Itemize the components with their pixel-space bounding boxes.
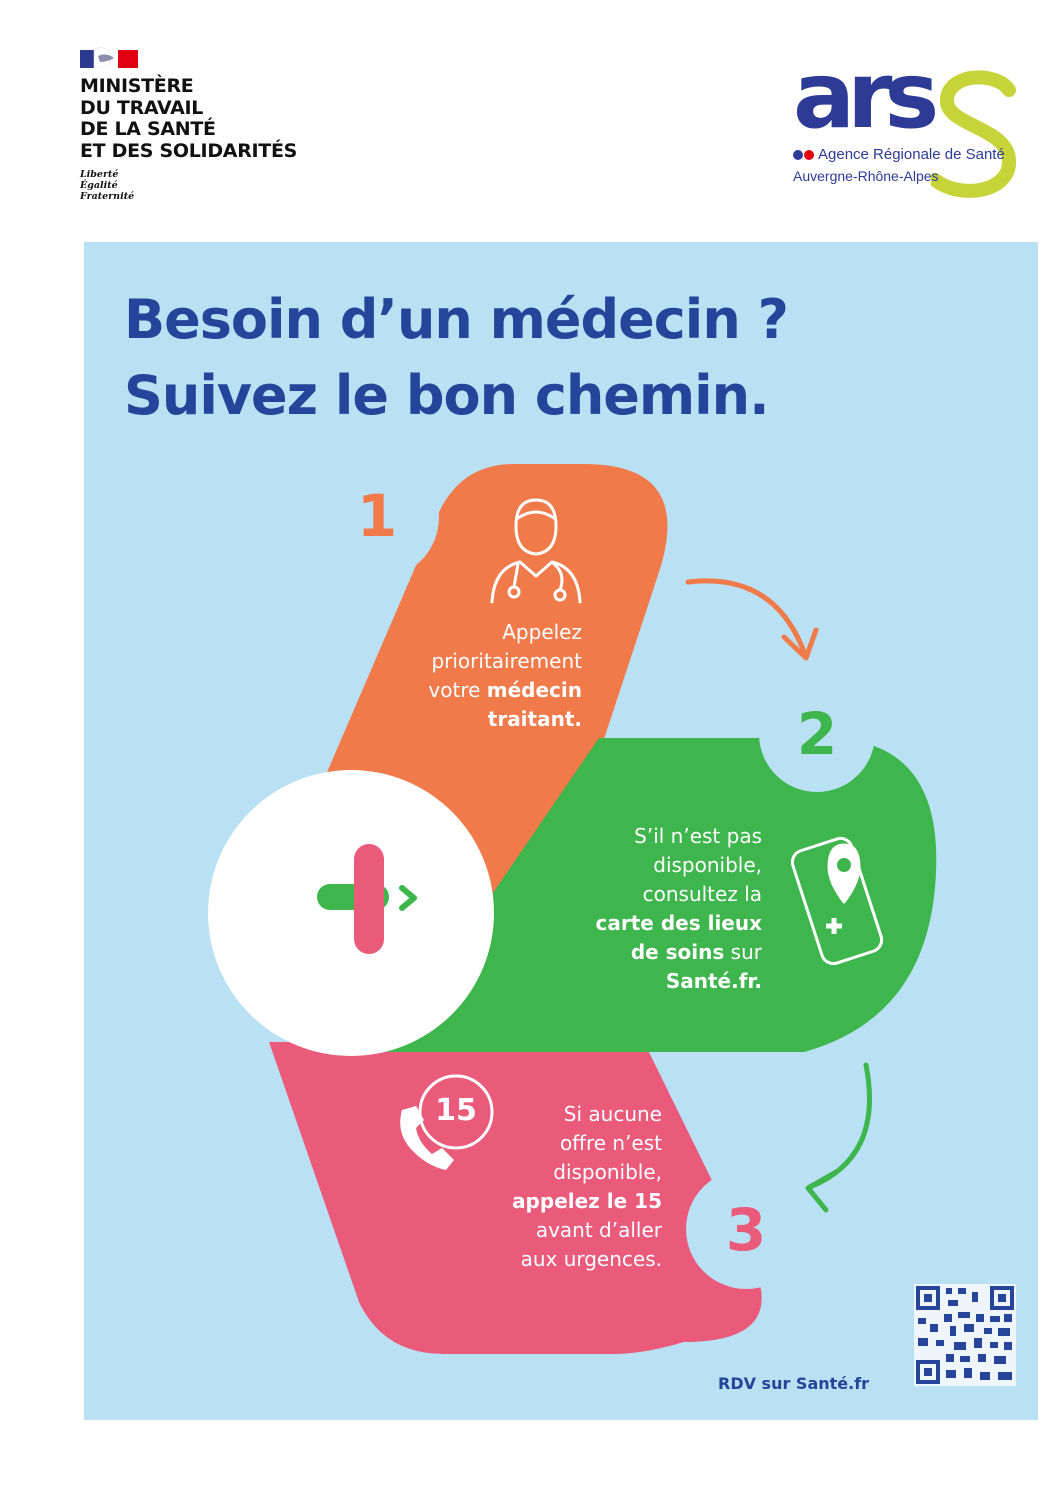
step-2-line: disponible, [653, 853, 762, 877]
step-1-line: prioritairement [431, 649, 582, 673]
step-1-line [428, 676, 582, 705]
step-3-line: avant d’aller [535, 1218, 662, 1242]
step-3-line: Si aucune [563, 1102, 662, 1126]
step-3-line-bold: appelez le 15 [512, 1189, 662, 1213]
ministry-line: MINISTÈRE [80, 75, 194, 97]
ars-agency-label: Agence Régionale de Santé [818, 146, 1005, 163]
ars-s-swoosh-icon [931, 68, 1021, 200]
ars-agency-name [793, 146, 1005, 163]
title-line: Besoin d’un médecin ? [124, 288, 788, 351]
step-2-line-plain: sur [724, 940, 762, 964]
step-2-line-bold: carte des lieux [595, 911, 762, 935]
ministry-line: DE LA SANTÉ [80, 118, 216, 140]
step-2-text [596, 822, 762, 996]
step-2-line-bold: Santé.fr. [665, 969, 762, 993]
center-circle [208, 770, 494, 1056]
motto-line: Égalité [80, 180, 118, 191]
step-1-line-bold: médecin [486, 678, 582, 702]
motto-line: Liberté [80, 169, 119, 180]
step-2-line [596, 938, 762, 967]
ars-logo [785, 42, 1030, 202]
step-1-line-bold: traitant. [487, 707, 582, 731]
marianne-flag-icon [80, 44, 138, 68]
title-line: Suivez le bon chemin. [124, 364, 769, 427]
step-2-line [596, 967, 762, 996]
ministry-logo [80, 44, 340, 202]
step-3-line [512, 1187, 662, 1216]
step-2-line: consultez la [642, 882, 762, 906]
step-2-line [596, 909, 762, 938]
step-1-number: 1 [356, 482, 398, 550]
ministry-line: DU TRAVAIL [80, 96, 204, 119]
ars-wordmark: ars [793, 42, 932, 149]
ministry-name [80, 76, 340, 162]
arrow-2-to-3-icon [808, 1065, 870, 1210]
step-1-line-plain: votre [428, 678, 487, 702]
step-2-line: S’il n’est pas [634, 824, 762, 848]
step-3-number: 3 [725, 1196, 767, 1264]
arrow-1-to-2-icon [688, 581, 816, 658]
step-3-line: disponible, [553, 1160, 662, 1184]
step-2-line-bold: de soins [630, 940, 725, 964]
step-2-number: 2 [796, 700, 838, 768]
rdv-sante-fr-link[interactable]: RDV sur Santé.fr [718, 1374, 870, 1393]
phone-15-badge: 15 [435, 1093, 477, 1128]
qr-code-icon [914, 1284, 1016, 1386]
poster [84, 242, 1038, 1420]
step-1-line: Appelez [502, 620, 582, 644]
ars-region-name: Auvergne-Rhône-Alpes [793, 168, 939, 184]
step-1-line [428, 705, 582, 734]
step-3-line: aux urgences. [520, 1247, 662, 1271]
step-3-text [512, 1100, 662, 1274]
step-3-line: offre n’est [559, 1131, 662, 1155]
motto-line: Fraternité [80, 191, 135, 202]
republic-motto [80, 169, 340, 202]
step-1-text [428, 618, 582, 734]
ars-dots-icon [793, 150, 814, 160]
ministry-line: ET DES SOLIDARITÉS [80, 139, 298, 162]
